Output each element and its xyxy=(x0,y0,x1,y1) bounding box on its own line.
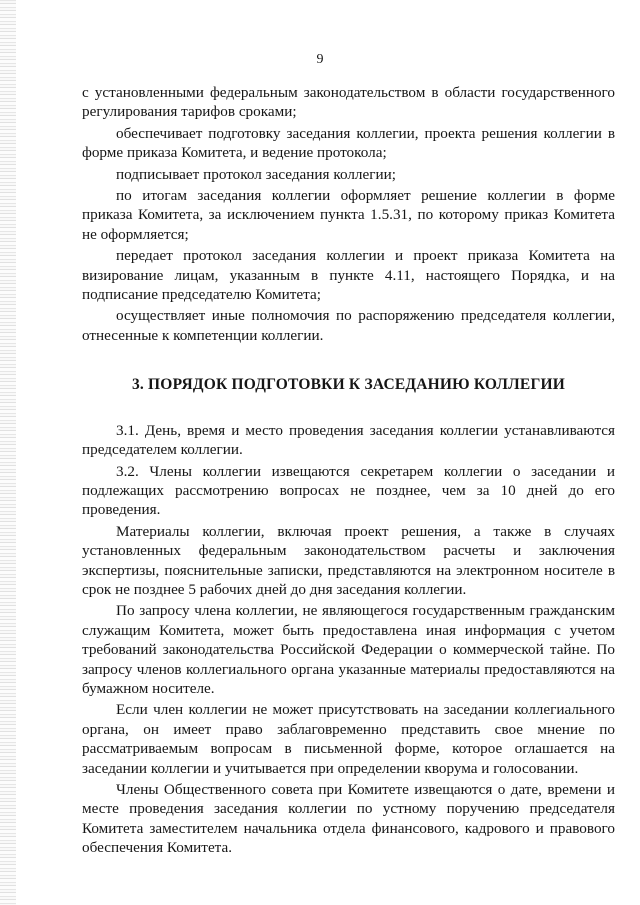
paragraph: Если член коллегии не может присутствовать на заседании коллегиального органа, он имеет право заблаговременно представить свое мнение по рассматриваемым вопросам в письменной форме, которое оглашается на заседании коллегии и учитывается при определении кворума и голосовании. xyxy=(82,701,615,777)
paragraph: По запросу члена коллегии, не являющегося государственным гражданским служащим Комитета, может быть предоставлена иная информация с учетом требований законодательства Российской Федерации о коммерческой тайне. По запросу членов коллегиального органа указанные материалы предоставляются на бумажном носителе. xyxy=(82,602,615,697)
paragraph: подписывает протокол заседания коллегии; xyxy=(116,165,396,183)
page-number: 9 xyxy=(316,52,324,67)
section-heading: 3. ПОРЯДОК ПОДГОТОВКИ К ЗАСЕДАНИЮ КОЛЛЕГИИ xyxy=(131,376,566,394)
paragraph: обеспечивает подготовку заседания коллегии, проекта решения коллегии в форме приказа Комитета, и ведение протокола; xyxy=(82,124,615,162)
paragraph: по итогам заседания коллегии оформляет решение коллегии в форме приказа Комитета, за исключением пункта 1.5.31, по которому приказ Комитета не оформляется; xyxy=(82,187,615,243)
paragraph: осуществляет иные полномочия по распоряжению председателя коллегии, отнесенные к компетенции коллегии. xyxy=(82,307,615,344)
paragraph: передает протокол заседания коллегии и проект приказа Комитета на визирование лицам, указанным в пункте 4.11, настоящего Порядка, и на подписание председателю Комитета; xyxy=(82,247,615,304)
paragraph-continuation: с установленными федеральным законодательством в области государственного регулирования тарифов сроками; xyxy=(82,84,615,121)
paragraph: Члены Общественного совета при Комитете извещаются о дате, времени и месте проведения заседания коллегии по устному поручению председателя Комитета заместителем начальника отдела финансового, кадрового и правового обеспечения Комитета. xyxy=(82,781,615,857)
paragraph: Материалы коллегии, включая проект решения, а также в случаях установленных федеральным законодательством расчеты и заключения экспертизы, пояснительные записки, представляются на электронном носителе в срок не позднее 5 рабочих дней до дня заседания коллегии. xyxy=(82,522,615,598)
document-body xyxy=(82,83,615,858)
paragraph: 3.2. Члены коллегии извещаются секретарем коллегии о заседании и подлежащих рассмотрению вопросах не позднее, чем за 10 дней до его проведения. xyxy=(82,462,615,519)
scan-edge-artifact xyxy=(0,0,16,905)
paragraph: 3.1. День, время и место проведения заседания коллегии устанавливаются председателем коллегии. xyxy=(82,421,615,459)
